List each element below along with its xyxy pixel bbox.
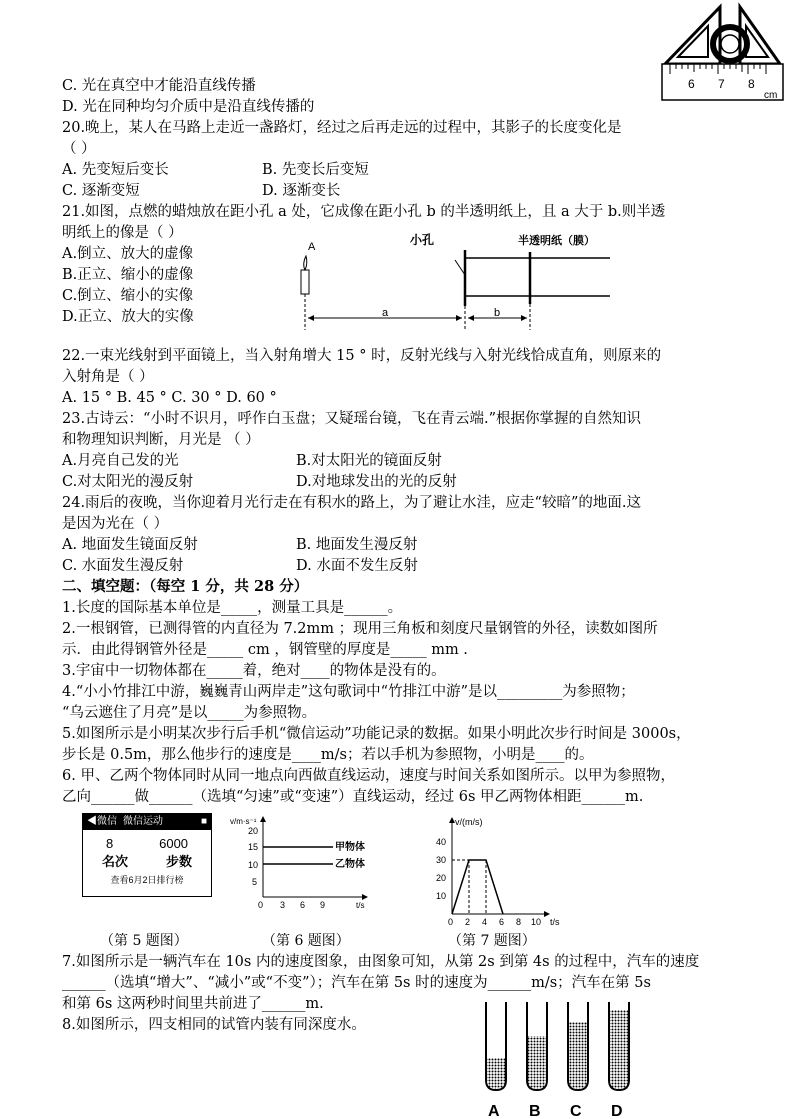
q24-option-d: D. 水面不发生反射	[296, 558, 418, 574]
q20-option-c: C. 逐渐变短	[62, 183, 140, 199]
fig7-ytick-10: 10	[436, 891, 447, 901]
fig6-xtick-6: 6	[300, 900, 306, 910]
question-20-bracket: （ ）	[62, 141, 96, 157]
q24-option-b: B. 地面发生漫反射	[296, 537, 418, 553]
tube-label-c: C	[570, 1103, 582, 1119]
pinhole-label: 小孔	[410, 233, 435, 247]
paper-label: 半透明纸（膜）	[518, 235, 595, 247]
q23-option-c: C.对太阳光的漫反射	[62, 474, 194, 490]
option-c-19: C. 光在真空中才能沿直线传播	[62, 78, 256, 94]
fill-2: 2.一根钢管，已测得管的内直径为 7.2mm ；现用三角板和刻度尺量钢管的外径，读数如图所	[62, 621, 658, 637]
pinhole-figure	[290, 230, 620, 335]
ruler-tick-7: 7	[718, 77, 725, 91]
fill-6: 6. 甲、乙两个物体同时从同一地点向西做直线运动，速度与时间关系如图所示。以甲为参照物，	[62, 768, 675, 784]
fig7-xtick-4: 4	[482, 917, 488, 927]
q21-option-b: B.正立、缩小的虚像	[62, 267, 194, 283]
wechat-title: 微信运动	[123, 816, 163, 827]
ruler-triangle-figure	[660, 2, 785, 102]
q24-option-a: A. 地面发生镜面反射	[62, 537, 198, 553]
ruler-unit: cm	[764, 90, 778, 101]
question-22: 22.一束光线射到平面镜上，当入射角增大 15 ° 时，反射光线与入射光线恰成直角，则原来的	[62, 348, 662, 364]
wechat-back-label: ◀微信	[87, 816, 117, 827]
fill-4: 4.“小小竹排江中游，巍巍青山两岸走”这句歌词中“竹排江中游”是以_________为参照物；	[62, 684, 635, 700]
tube-label-a: A	[488, 1103, 500, 1119]
rank-label: 名次	[101, 854, 128, 869]
candle-label-a: A	[308, 241, 316, 253]
series-jia-label: 甲物体	[335, 842, 365, 853]
section-2-heading: 二、填空题：（每空 1 分，共 28 分）	[62, 578, 309, 595]
test-tubes-figure	[476, 998, 646, 1119]
ranking-footer: 查看6月2日排行榜	[110, 875, 184, 885]
fill-4-cont: “乌云遮住了月亮”是以_____为参照物。	[62, 705, 317, 721]
tube-label-b: B	[529, 1103, 541, 1119]
q20-option-a: A. 先变短后变长	[62, 162, 169, 178]
fig7-ytick-20: 20	[436, 873, 447, 883]
fig7-xtick-2: 2	[465, 917, 471, 927]
fig6-xlabel: t/s	[356, 901, 365, 910]
caption-fig5: （第 5 题图）	[100, 933, 188, 949]
fig6-ytick-10: 10	[248, 860, 259, 870]
fig7-xtick-0: 0	[448, 917, 454, 927]
fig7-velocity-line	[452, 860, 503, 914]
fig7-xtick-6: 6	[499, 917, 505, 927]
ruler-tick-8: 8	[748, 77, 755, 91]
distance-b-label: b	[494, 307, 501, 319]
question-23-cont: 和物理知识判断，月光是 （ ）	[62, 432, 260, 448]
option-d-19: D. 光在同种均匀介质中是沿直线传播的	[62, 99, 315, 115]
rank-value: 8	[105, 836, 114, 851]
q24-option-c: C. 水面发生漫反射	[62, 558, 184, 574]
q23-option-a: A.月亮自己发的光	[62, 453, 179, 469]
fill-7-cont: ______（选填“增大”、“减小”或“不变”）；汽车在第 5s 时的速度为______m/s；汽车在第 5s	[62, 975, 651, 991]
fill-5: 5.如图所示是小明某次步行后手机“微信运动”功能记录的数据。如果小明此次步行时间是 3000s，	[62, 726, 691, 742]
fig7-xlabel: t/s	[550, 917, 560, 927]
wechat-sport-figure	[82, 813, 212, 897]
fig7-ytick-40: 40	[436, 837, 447, 847]
fill-1: 1.长度的国际基本单位是_____，测量工具是______。	[62, 600, 403, 616]
question-24-cont: 是因为光在（ ）	[62, 516, 169, 532]
ruler-tick-6: 6	[688, 77, 695, 91]
fig6-velocity-graph	[228, 812, 378, 912]
fig6-ytick-20: 20	[248, 826, 259, 836]
fill-3: 3.宇宙中一切物体都在_____着，绝对____的物体是没有的。	[62, 663, 446, 679]
fig7-ylabel: v/(m/s)	[455, 817, 483, 827]
question-21: 21.如图，点燃的蜡烛放在距小孔 a 处，它成像在距小孔 b 的半透明纸上，且 a 大于 b.则半透	[62, 204, 666, 220]
fill-6-cont: 乙向______做______（选填“匀速”或“变速”）直线运动，经过 6s 甲乙两物体相距______m.	[62, 789, 644, 805]
fig6-xtick-3: 3	[280, 900, 286, 910]
fill-8: 8.如图所示，四支相同的试管内装有同深度水。	[62, 1017, 366, 1033]
fig6-ylabel: v/m·s⁻¹	[230, 817, 257, 826]
fill-7-cont2: 和第 6s 这两秒时间里共前进了______m.	[62, 996, 324, 1012]
question-21-cont: 明纸上的像是（ ）	[62, 225, 183, 241]
fig6-xtick-0: 0	[258, 900, 264, 910]
tube-label-d: D	[611, 1103, 623, 1119]
fig6-ytick-15: 15	[248, 842, 259, 852]
question-23: 23.古诗云：“小时不识月，呼作白玉盘；又疑瑶台镜，飞在青云端.”根据你掌握的自然知识	[62, 411, 641, 427]
q20-option-b: B. 先变长后变短	[262, 162, 369, 178]
distance-a-label: a	[382, 307, 389, 319]
q23-option-d: D.对地球发出的光的反射	[296, 474, 457, 490]
caption-fig6: （第 6 题图）	[262, 933, 350, 949]
steps-value: 6000	[159, 836, 189, 851]
steps-label: 步数	[165, 854, 192, 869]
q21-option-d: D.正立、放大的实像	[62, 309, 194, 325]
fig6-xtick-9: 9	[320, 900, 326, 910]
q22-options: A. 15 ° B. 45 ° C. 30 ° D. 60 °	[62, 390, 277, 406]
question-20: 20.晚上，某人在马路上走近一盏路灯，经过之后再走远的过程中，其影子的长度变化是	[62, 120, 622, 136]
fill-2-cont: 示．由此得钢管外径是_____ cm ，钢管壁的厚度是_____ mm .	[62, 642, 468, 658]
fill-5-cont: 步长是 0.5m，那么他步行的速度是____m/s；若以手机为参照物，小明是____的。	[62, 747, 594, 763]
question-24: 24.雨后的夜晚，当你迎着月光行走在有积水的路上，为了避让水洼，应走“较暗”的地面.这	[62, 495, 641, 511]
fig7-xtick-10: 10	[531, 917, 542, 927]
fig7-ytick-30: 30	[436, 855, 447, 865]
fig7-velocity-graph	[428, 812, 568, 930]
fill-7: 7.如图所示是一辆汽车在 10s 内的速度图象，由图象可知，从第 2s 到第 4s 的过程中，汽车的速度	[62, 954, 700, 970]
fig7-xtick-8: 8	[516, 917, 522, 927]
series-yi-label: 乙物体	[335, 859, 365, 870]
user-icon: ■	[200, 816, 207, 827]
fig6-ytick-5: 5	[252, 877, 258, 887]
caption-fig7: （第 7 题图）	[448, 933, 536, 949]
q20-option-d: D. 逐渐变长	[262, 183, 341, 199]
q21-option-a: A.倒立、放大的虚像	[62, 246, 194, 262]
q23-option-b: B.对太阳光的镜面反射	[296, 453, 442, 469]
question-22-cont: 入射角是（ ）	[62, 369, 154, 385]
q21-option-c: C.倒立、缩小的实像	[62, 288, 194, 304]
